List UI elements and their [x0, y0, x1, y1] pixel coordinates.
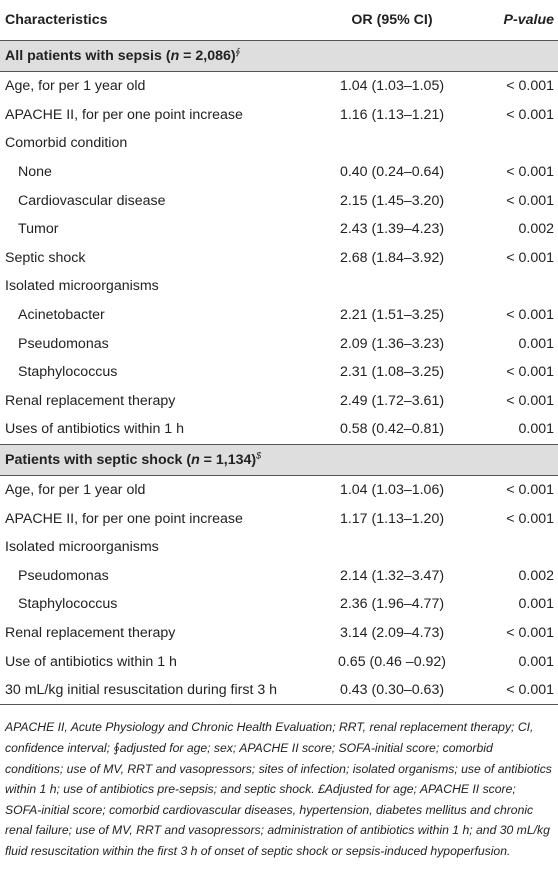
- table-row: [0, 186, 558, 215]
- section-title: Patients with septic shock (: [5, 451, 192, 468]
- section-n-symbol: n: [191, 451, 200, 468]
- characteristic-cell: Renal replacement therapy: [5, 624, 176, 641]
- characteristic-cell: Isolated microorganisms: [5, 278, 159, 295]
- section-n-value: = 1,134): [199, 451, 257, 468]
- section-header: [0, 444, 558, 475]
- odds-ratio-cell: 1.17 (1.13–1.20): [339, 510, 445, 527]
- table-row: [0, 475, 558, 504]
- p-value-cell: < 0.001: [506, 192, 554, 209]
- header-characteristics: Characteristics: [0, 0, 320, 41]
- characteristic-cell: Cardiovascular disease: [18, 192, 166, 209]
- characteristic-cell: Staphylococcus: [18, 364, 118, 381]
- odds-ratio-cell: 0.40 (0.24–0.64): [339, 164, 445, 181]
- odds-ratio-cell: 2.15 (1.45–3.20): [339, 192, 445, 209]
- odds-ratio-cell: 1.04 (1.03–1.06): [339, 482, 445, 499]
- section-footnote-mark: $: [256, 449, 262, 460]
- p-value-cell: 0.001: [518, 335, 554, 352]
- characteristic-cell: APACHE II, for per one point increase: [5, 106, 243, 123]
- odds-ratio-cell: 2.36 (1.96–4.77): [339, 596, 445, 613]
- odds-ratio-cell: 0.65 (0.46 –0.92): [337, 653, 447, 670]
- p-value-cell: < 0.001: [506, 364, 554, 381]
- table-footnote: APACHE II, Acute Physiology and Chronic Health Evaluation; RRT, renal replacement therapy; CI, confidence interval; ∮adjusted for age; sex; APACHE II score; SOFA-initial score; comorbid conditions; use of MV, RRT and vasopressors; sites of infection; isolated organisms; use of antibiotics within 1 h; use of antibiotics pre-sepsis; and septic shock. £Adjusted for age; APACHE II score; SOFA-initial score; comorbid cardiovascular diseases, hypertension, diabetes mellitus and chronic renal failure; use of MV, RRT and vasopressors; administration of antibiotics within 1 h; and 30 mL/kg fluid resuscitation within the first 3 h of onset of septic shock or sepsis-induced hypoperfusion.: [5, 720, 552, 859]
- odds-ratio-cell: 2.21 (1.51–3.25): [339, 307, 445, 324]
- odds-ratio-cell: 3.14 (2.09–4.73): [339, 624, 445, 641]
- characteristic-cell: Isolated microorganisms: [5, 539, 159, 556]
- p-value-cell: < 0.001: [506, 510, 554, 527]
- p-value-cell: [464, 272, 558, 301]
- table-row: [0, 244, 558, 273]
- p-value-cell: 0.002: [518, 567, 554, 584]
- odds-ratio-cell: 0.58 (0.42–0.81): [339, 421, 445, 438]
- p-value-cell: < 0.001: [506, 249, 554, 266]
- characteristic-cell: Age, for per 1 year old: [5, 482, 146, 499]
- table-header: [0, 0, 558, 41]
- characteristic-cell: Tumor: [18, 221, 59, 238]
- p-value-cell: 0.001: [518, 421, 554, 438]
- characteristic-cell: 30 mL/kg initial resuscitation during first 3 h: [0, 676, 320, 705]
- table-row: [0, 158, 558, 187]
- section-footnote-mark: ∮: [235, 46, 241, 57]
- table-row: [0, 533, 558, 562]
- odds-ratio-cell: 2.14 (1.32–3.47): [339, 567, 445, 584]
- table-row: [0, 129, 558, 158]
- p-value-cell: < 0.001: [506, 307, 554, 324]
- section-header-row: [0, 444, 558, 475]
- p-value-cell: 0.002: [518, 221, 554, 238]
- table-row: [0, 301, 558, 330]
- table-row: [0, 415, 558, 444]
- characteristic-cell: Age, for per 1 year old: [5, 78, 146, 95]
- section-n-value: = 2,086): [179, 48, 236, 64]
- table-row: [0, 619, 558, 648]
- characteristic-cell: Use of antibiotics within 1 h: [5, 653, 177, 670]
- p-value-cell: < 0.001: [506, 164, 554, 181]
- section-header: [0, 41, 558, 72]
- characteristic-cell: Pseudomonas: [18, 335, 109, 352]
- table-row: [0, 590, 558, 619]
- characteristic-cell: Renal replacement therapy: [5, 392, 176, 409]
- table-row: [0, 676, 558, 705]
- odds-ratio-cell: 1.04 (1.03–1.05): [339, 78, 445, 95]
- section-title: All patients with sepsis (: [5, 48, 171, 64]
- p-value-cell: < 0.001: [464, 676, 558, 705]
- odds-ratio-cell: [320, 533, 464, 562]
- table-row: [0, 329, 558, 358]
- p-value-cell: < 0.001: [506, 106, 554, 123]
- table-row: [0, 72, 558, 101]
- characteristic-cell: Staphylococcus: [18, 596, 118, 613]
- table-row: [0, 387, 558, 416]
- odds-ratio-cell: 2.31 (1.08–3.25): [339, 364, 445, 381]
- table-row: [0, 272, 558, 301]
- table-row: [0, 215, 558, 244]
- table-row: [0, 647, 558, 676]
- odds-ratio-cell: 0.43 (0.30–0.63): [320, 676, 464, 705]
- odds-ratio-cell: 2.09 (1.36–3.23): [339, 335, 445, 352]
- characteristic-cell: None: [18, 164, 52, 181]
- odds-ratio-cell: [320, 272, 464, 301]
- p-value-cell: 0.001: [518, 596, 554, 613]
- p-value-cell: [464, 129, 558, 158]
- characteristic-cell: Septic shock: [5, 249, 86, 266]
- odds-ratio-cell: [320, 129, 464, 158]
- odds-ratio-cell: 2.49 (1.72–3.61): [339, 392, 445, 409]
- p-value-cell: < 0.001: [506, 392, 554, 409]
- p-value-cell: [464, 533, 558, 562]
- table-body: [0, 41, 558, 705]
- section-header-row: [0, 41, 558, 72]
- p-value-cell: < 0.001: [506, 624, 554, 641]
- header-p-value: P-value: [464, 0, 558, 41]
- odds-ratio-cell: 1.16 (1.13–1.21): [339, 106, 445, 123]
- characteristic-cell: Comorbid condition: [5, 135, 128, 152]
- characteristic-cell: APACHE II, for per one point increase: [5, 510, 243, 527]
- table-row: [0, 358, 558, 387]
- table-row: [0, 562, 558, 591]
- p-value-cell: < 0.001: [506, 78, 554, 95]
- odds-ratio-cell: 2.68 (1.84–3.92): [339, 249, 445, 266]
- table-row: [0, 101, 558, 130]
- p-value-cell: < 0.001: [506, 482, 554, 499]
- table-row: [0, 504, 558, 533]
- odds-ratio-cell: 2.43 (1.39–4.23): [339, 221, 445, 238]
- characteristic-cell: Uses of antibiotics within 1 h: [5, 421, 185, 438]
- header-or-ci: OR (95% CI): [320, 0, 464, 41]
- section-n-symbol: n: [170, 48, 180, 64]
- characteristic-cell: Acinetobacter: [18, 307, 105, 324]
- characteristic-cell: Pseudomonas: [18, 567, 109, 584]
- p-value-cell: 0.001: [518, 653, 554, 670]
